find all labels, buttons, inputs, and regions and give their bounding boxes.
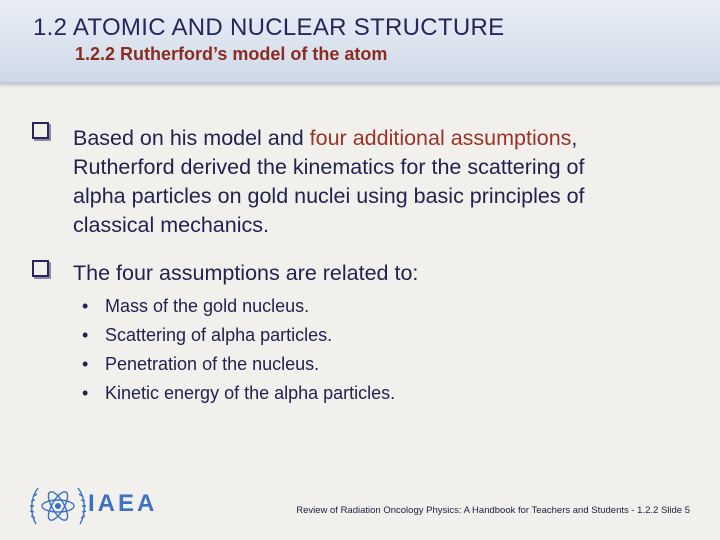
point-1-highlight: four additional assumptions xyxy=(309,126,572,150)
slide-header xyxy=(0,0,720,82)
list-item xyxy=(82,292,395,321)
list-item-text: Mass of the gold nucleus. xyxy=(105,296,310,316)
point-1-line-4: classical mechanics. xyxy=(73,213,269,237)
footer-citation: Review of Radiation Oncology Physics: A Handbook for Teachers and Students - 1.2.2 Slide 5 xyxy=(296,505,690,516)
slide-subtitle: 1.2.2 Rutherford’s model of the atom xyxy=(75,44,388,64)
iaea-logo-text: IAEA xyxy=(88,490,158,517)
slide-title: 1.2 ATOMIC AND NUCLEAR STRUCTURE xyxy=(33,14,505,41)
assumptions-list xyxy=(82,292,395,408)
square-bullet-icon xyxy=(32,122,49,139)
point-1-line-2: Rutherford derived the kinematics for the scattering of xyxy=(73,155,585,179)
iaea-emblem-icon xyxy=(28,480,88,532)
point-1-line-3: alpha particles on gold nuclei using basic principles of xyxy=(73,184,585,208)
list-item-text: Kinetic energy of the alpha particles. xyxy=(105,383,396,403)
list-item xyxy=(82,379,395,408)
point-1-comma: , xyxy=(571,126,578,150)
bullet-dot-icon: • xyxy=(82,354,89,374)
point-1-line-1 xyxy=(73,124,585,153)
bullet-dot-icon: • xyxy=(82,383,89,403)
list-item-text: Scattering of alpha particles. xyxy=(105,325,333,345)
point-1-text xyxy=(73,124,585,240)
list-item xyxy=(82,350,395,379)
list-item-text: Penetration of the nucleus. xyxy=(105,354,320,374)
point-1-text-start: Based on his model and xyxy=(73,126,310,150)
list-item xyxy=(82,321,395,350)
bullet-dot-icon: • xyxy=(82,296,89,316)
bullet-dot-icon: • xyxy=(82,325,89,345)
header-divider xyxy=(0,82,720,86)
square-bullet-icon xyxy=(32,260,49,277)
point-2-text: The four assumptions are related to: xyxy=(73,261,419,285)
